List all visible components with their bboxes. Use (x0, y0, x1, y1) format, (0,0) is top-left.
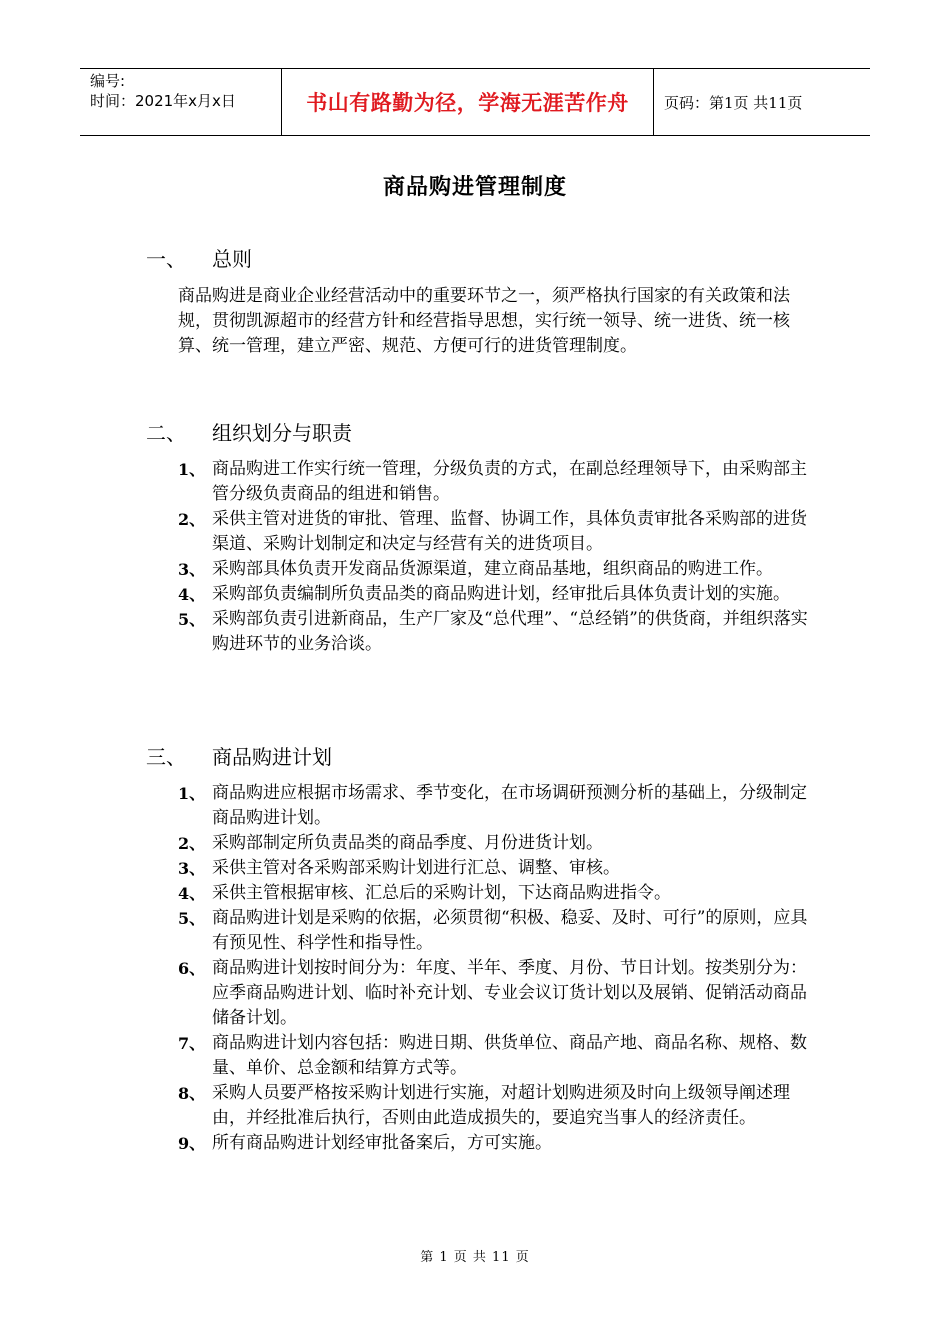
item-text: 采购人员要严格按采购计划进行实施，对超计划购进须及时向上级领导阐述理由，并经批准后执行，否则由此造成损失的，要追究当事人的经济责任。 (212, 1083, 790, 1128)
section-number: 三、 (146, 745, 186, 769)
item-number: 6、 (178, 959, 206, 978)
item-text: 商品购进计划按时间分为：年度、半年、季度、月份、节日计划。按类别分为：应季商品购进计划、临时补充计划、专业会议订货计划以及展销、促销活动商品储备计划。 (212, 958, 807, 1028)
item-number: 7、 (178, 1034, 206, 1053)
header-meta (80, 69, 282, 135)
list-item (178, 1081, 823, 1131)
item-text: 商品购进计划是采购的依据，必须贯彻“积极、稳妥、及时、可行”的原则，应具有预见性、科学性和指导性。 (212, 908, 808, 953)
item-number: 2、 (178, 834, 206, 853)
item-number: 8、 (178, 1084, 206, 1103)
item-number: 2、 (178, 510, 206, 529)
list-item (178, 831, 823, 856)
item-number: 9、 (178, 1134, 206, 1153)
list-item (178, 557, 823, 582)
document-header (80, 68, 870, 136)
document-time-label: 时间：2021年x月x日 (90, 92, 236, 110)
list-item (178, 881, 823, 906)
item-text: 采供主管根据审核、汇总后的采购计划，下达商品购进指令。 (212, 883, 671, 903)
page-footer: 第 1 页 共 11 页 (420, 1250, 530, 1265)
list-item (178, 457, 823, 507)
item-text: 采购部制定所负责品类的商品季度、月份进货计划。 (212, 833, 603, 853)
document-title: 商品购进管理制度 (382, 174, 567, 200)
item-number: 1、 (178, 784, 206, 803)
item-text: 采供主管对各采购部采购计划进行汇总、调整、审核。 (212, 858, 620, 878)
list-item (178, 781, 823, 831)
list-item (178, 906, 823, 956)
list-item (178, 607, 823, 657)
section-heading-purchase-plan (146, 744, 332, 770)
section-title: 商品购进计划 (212, 745, 332, 769)
item-number: 3、 (178, 560, 206, 579)
item-text: 商品购进应根据市场需求、季节变化，在市场调研预测分析的基础上，分级制定商品购进计划。 (212, 783, 807, 828)
header-motto: 书山有路勤为径，学海无涯苦作舟 (282, 69, 654, 135)
section-number: 一、 (146, 247, 186, 271)
purchase-plan-list (178, 781, 823, 1156)
item-text: 所有商品购进计划经审批备案后，方可实施。 (212, 1133, 552, 1153)
section-title: 总则 (212, 247, 252, 271)
item-text: 采购部具体负责开发商品货源渠道，建立商品基地，组织商品的购进工作。 (212, 559, 773, 579)
list-item (178, 1131, 823, 1156)
item-text: 采供主管对进货的审批、管理、监督、协调工作，具体负责审批各采购部的进货渠道、采购计划制定和决定与经营有关的进货项目。 (212, 509, 807, 554)
document-number-label: 编号: (90, 72, 126, 90)
list-item (178, 582, 823, 607)
item-number: 4、 (178, 884, 206, 903)
section-heading-general (146, 246, 252, 272)
item-number: 5、 (178, 909, 206, 928)
section-title: 组织划分与职责 (212, 421, 352, 445)
list-item (178, 956, 823, 1031)
section-paragraph-general: 商品购进是商业企业经营活动中的重要环节之一，须严格执行国家的有关政策和法规，贯彻凯源超市的经营方针和经营指导思想，实行统一领导、统一进货、统一核算、统一管理，建立严密、规范、方便可行的进货管理制度。 (178, 286, 790, 356)
list-item (178, 507, 823, 557)
section-number: 二、 (146, 421, 186, 445)
item-text: 采购部负责引进新商品，生产厂家及“总代理”、“总经销”的供货商，并组织落实购进环节的业务洽谈。 (212, 609, 808, 654)
list-item (178, 856, 823, 881)
item-text: 商品购进工作实行统一管理，分级负责的方式，在副总经理领导下，由采购部主管分级负责商品的组进和销售。 (212, 459, 807, 504)
item-number: 4、 (178, 585, 206, 604)
item-number: 3、 (178, 859, 206, 878)
header-page-info: 页码：第1页 共11页 (664, 93, 803, 112)
section-heading-organization (146, 420, 352, 446)
item-text: 商品购进计划内容包括：购进日期、供货单位、商品产地、商品名称、规格、数量、单价、总金额和结算方式等。 (212, 1033, 807, 1078)
list-item (178, 1031, 823, 1081)
item-number: 5、 (178, 610, 206, 629)
item-number: 1、 (178, 460, 206, 479)
item-text: 采购部负责编制所负责品类的商品购进计划，经审批后具体负责计划的实施。 (212, 584, 790, 604)
organization-list (178, 457, 823, 657)
